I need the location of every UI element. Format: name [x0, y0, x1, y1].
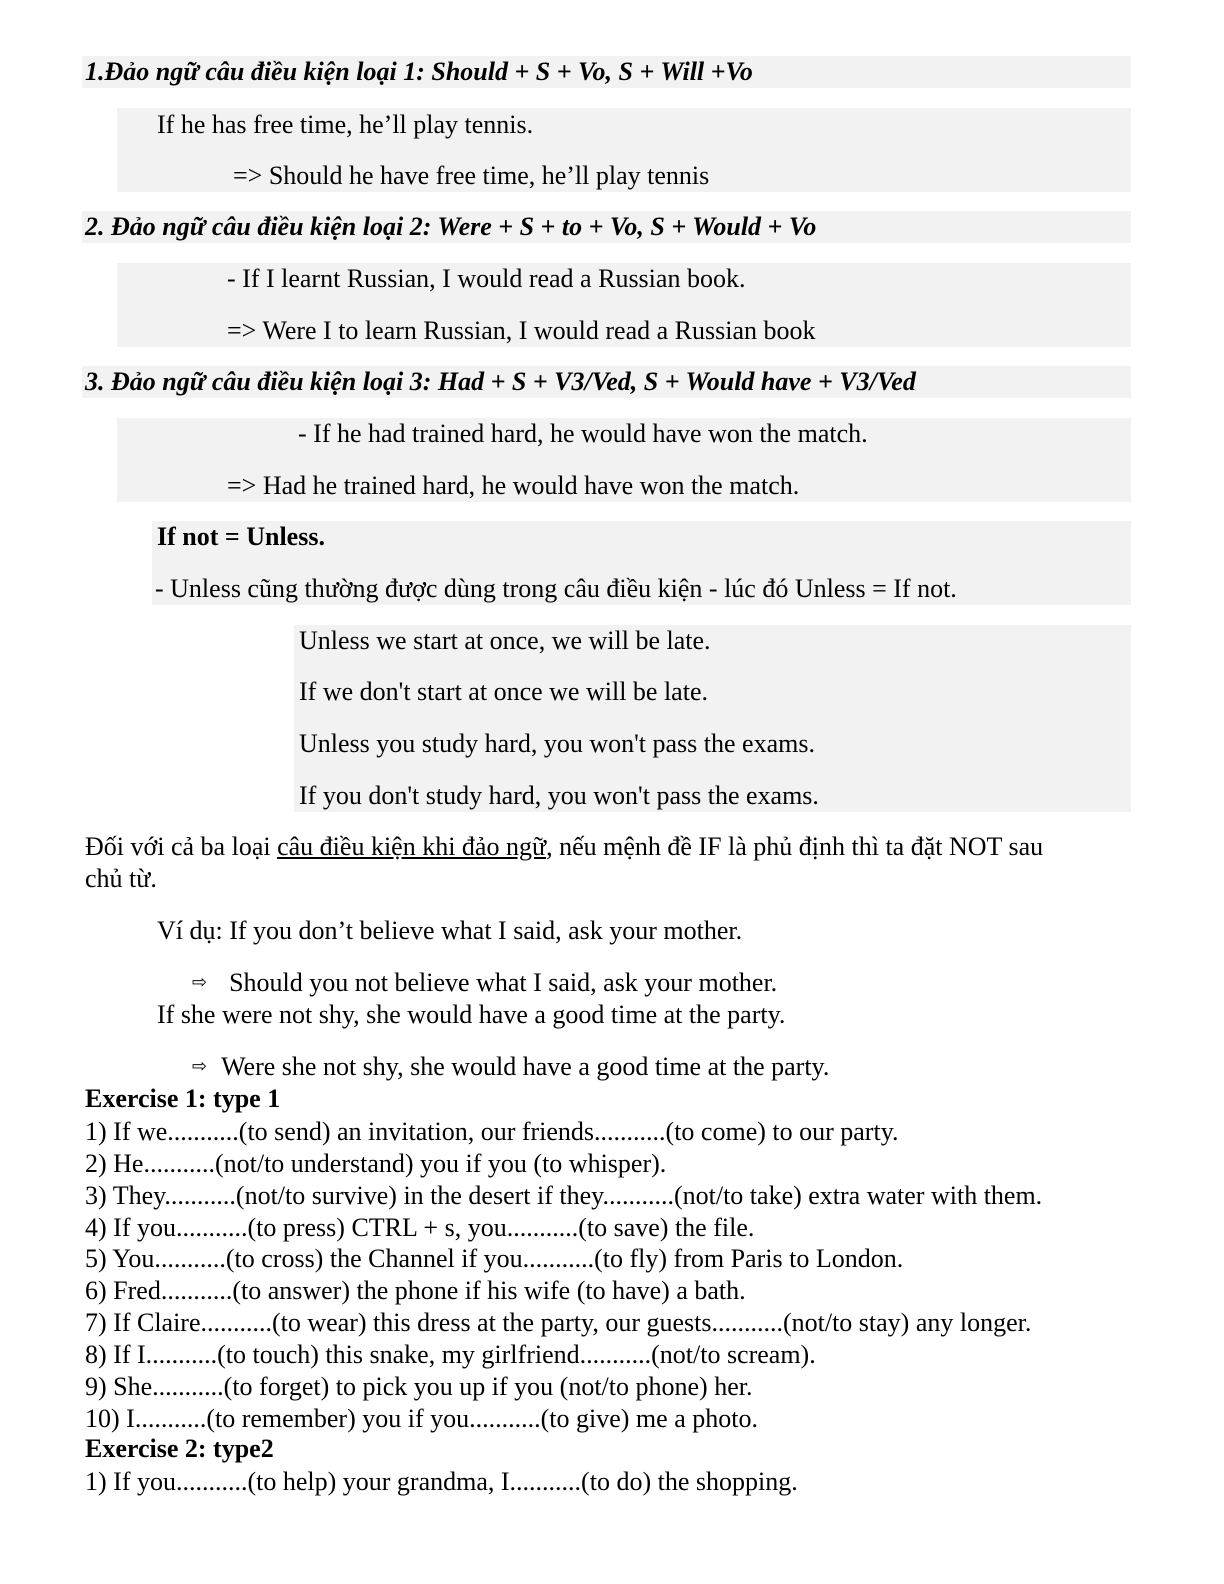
- example-type2: - If I learnt Russian, I would read a Russian book.: [227, 264, 746, 293]
- negation-result-2-text: Were she not shy, she would have a good time at the party.: [221, 1052, 830, 1081]
- arrow-right-icon: ⇨: [192, 972, 208, 993]
- exercise-item: 6) Fred...........(to answer) the phone if his wife (to have) a bath.: [85, 1276, 746, 1305]
- unless-title: If not = Unless.: [157, 522, 325, 551]
- exercise-item: 7) If Claire...........(to wear) this dress at the party, our guests...........(not/to stay) any longer.: [85, 1308, 1032, 1337]
- negation-result-1: [192, 968, 777, 998]
- example-type1: If he has free time, he’ll play tennis.: [157, 110, 534, 139]
- exercise-item: 1) If you...........(to help) your grandma, I...........(to do) the shopping.: [85, 1467, 798, 1496]
- exercise-item: 8) If I...........(to touch) this snake, my girlfriend...........(not/to scream).: [85, 1340, 816, 1369]
- negation-text-before: Đối với cả ba loại: [85, 832, 278, 861]
- negation-text-after: , nếu mệnh đề IF là phủ định thì ta đặt NOT sau: [546, 832, 1044, 861]
- negation-result-2: [192, 1052, 829, 1082]
- exercise-item: 1) If we...........(to send) an invitation, our friends...........(to come) to our party.: [85, 1117, 899, 1146]
- exercise-item: 3) They...........(not/to survive) in the desert if they...........(not/to take) extra water with them.: [85, 1181, 1043, 1210]
- negation-underlined-term: câu điều kiện khi đảo ngữ: [277, 832, 547, 861]
- arrow-right-icon: ⇨: [192, 1056, 208, 1077]
- unless-example: If we don't start at once we will be late.: [299, 677, 708, 706]
- negation-paragraph: [85, 832, 1043, 862]
- heading-type2: 2. Đảo ngữ câu điều kiện loại 2: Were + S + to + Vo, S + Would + Vo: [85, 212, 817, 241]
- heading-type3: 3. Đảo ngữ câu điều kiện loại 3: Had + S + V3/Ved, S + Would have + V3/Ved: [85, 367, 916, 396]
- exercise-item: 2) He...........(not/to understand) you if you (to whisper).: [85, 1149, 667, 1178]
- negation-paragraph-line2: chủ từ.: [85, 864, 157, 893]
- exercise-item: 5) You...........(to cross) the Channel if you...........(to fly) from Paris to London.: [85, 1244, 904, 1273]
- unless-example: Unless we start at once, we will be late.: [299, 626, 711, 655]
- heading-type1: 1.Đảo ngữ câu điều kiện loại 1: Should + S + Vo, S + Will +Vo: [85, 57, 753, 86]
- inverted-type1: => Should he have free time, he’ll play tennis: [233, 161, 710, 190]
- exercise-item: 10) I...........(to remember) you if you...........(to give) me a photo.: [85, 1404, 758, 1433]
- exercise-item: 4) If you...........(to press) CTRL + s, you...........(to save) the file.: [85, 1213, 755, 1242]
- negation-example-1: Ví dụ: If you don’t believe what I said, ask your mother.: [157, 916, 743, 945]
- inverted-type2: => Were I to learn Russian, I would read a Russian book: [227, 316, 816, 345]
- unless-example: Unless you study hard, you won't pass the exams.: [299, 729, 815, 758]
- unless-description: - Unless cũng thường được dùng trong câu điều kiện - lúc đó Unless = If not.: [155, 574, 957, 603]
- exercise-1-title: Exercise 1: type 1: [85, 1084, 281, 1113]
- exercise-2-title: Exercise 2: type2: [85, 1434, 274, 1463]
- negation-result-1-text: Should you not believe what I said, ask your mother.: [229, 968, 778, 997]
- exercise-item: 9) She...........(to forget) to pick you up if you (not/to phone) her.: [85, 1372, 753, 1401]
- inverted-type3: => Had he trained hard, he would have won the match.: [227, 471, 800, 500]
- example-type3: - If he had trained hard, he would have won the match.: [298, 419, 868, 448]
- unless-example: If you don't study hard, you won't pass the exams.: [299, 781, 819, 810]
- negation-example-2: If she were not shy, she would have a good time at the party.: [157, 1000, 786, 1029]
